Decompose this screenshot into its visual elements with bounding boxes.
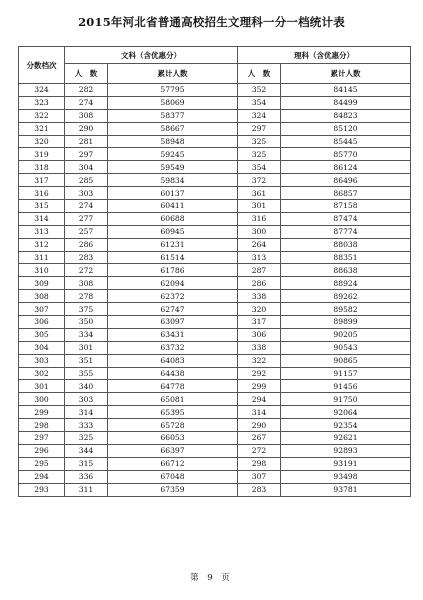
wen-count-cell: 344 (65, 444, 108, 457)
table-row (19, 264, 411, 277)
li-cumulative-cell: 86124 (281, 161, 411, 174)
score-cell: 296 (19, 444, 65, 457)
li-cumulative-cell: 92354 (281, 419, 411, 432)
li-cumulative-cell: 91157 (281, 367, 411, 380)
wen-cumulative-cell: 60137 (108, 187, 238, 200)
table-row (19, 328, 411, 341)
li-count-cell: 301 (238, 200, 281, 213)
wen-cumulative-cell: 66397 (108, 444, 238, 457)
table-row (19, 393, 411, 406)
li-cumulative-cell: 91456 (281, 380, 411, 393)
score-cell: 324 (19, 84, 65, 97)
li-count-cell: 338 (238, 341, 281, 354)
wen-cumulative-cell: 58667 (108, 122, 238, 135)
li-cumulative-cell: 86496 (281, 174, 411, 187)
score-cell: 305 (19, 328, 65, 341)
li-group-header: 理科（含优惠分） (238, 47, 411, 64)
wen-count-cell: 301 (65, 341, 108, 354)
wen-group-header: 文科（含优惠分） (65, 47, 238, 64)
wen-count-cell: 304 (65, 161, 108, 174)
li-cumulative-cell: 92064 (281, 406, 411, 419)
wen-cumulative-cell: 59834 (108, 174, 238, 187)
li-count-cell: 372 (238, 174, 281, 187)
score-cell: 313 (19, 225, 65, 238)
score-cell: 295 (19, 457, 65, 470)
li-count-cell: 314 (238, 406, 281, 419)
wen-count-cell: 308 (65, 109, 108, 122)
table-row (19, 187, 411, 200)
li-count-cell: 338 (238, 290, 281, 303)
wen-cumulative-cell: 64778 (108, 380, 238, 393)
score-cell: 299 (19, 406, 65, 419)
table-row (19, 96, 411, 109)
li-cumulative-cell: 84145 (281, 84, 411, 97)
table-row (19, 470, 411, 483)
wen-cumulative-cell: 59549 (108, 161, 238, 174)
table-row (19, 277, 411, 290)
wen-cumulative-cell: 60688 (108, 212, 238, 225)
score-cell: 323 (19, 96, 65, 109)
wen-cumulative-cell: 60411 (108, 200, 238, 213)
score-table (18, 46, 411, 497)
li-count-cell: 298 (238, 457, 281, 470)
li-count-cell: 300 (238, 225, 281, 238)
li-count-cell: 264 (238, 238, 281, 251)
wen-count-cell: 278 (65, 290, 108, 303)
score-cell: 317 (19, 174, 65, 187)
li-cumulative-cell: 88924 (281, 277, 411, 290)
wen-count-cell: 375 (65, 303, 108, 316)
li-count-cell: 290 (238, 419, 281, 432)
li-cumulative-cell: 87774 (281, 225, 411, 238)
li-cumulative-cell: 88038 (281, 238, 411, 251)
wen-count-cell: 351 (65, 354, 108, 367)
li-cumulative-cell: 93781 (281, 483, 411, 496)
wen-count-cell: 257 (65, 225, 108, 238)
wen-cumulative-cell: 57795 (108, 84, 238, 97)
score-cell: 312 (19, 238, 65, 251)
li-cumulative-cell: 90205 (281, 328, 411, 341)
score-cell: 307 (19, 303, 65, 316)
li-cumulative-cell: 92893 (281, 444, 411, 457)
table-row (19, 290, 411, 303)
table-row (19, 148, 411, 161)
wen-count-cell: 314 (65, 406, 108, 419)
li-count-cell: 316 (238, 212, 281, 225)
wen-cumulative-cell: 58069 (108, 96, 238, 109)
li-cumulative-cell: 87158 (281, 200, 411, 213)
wen-cumulative-cell: 61786 (108, 264, 238, 277)
score-cell: 321 (19, 122, 65, 135)
wen-count-cell: 325 (65, 432, 108, 445)
wen-cumulative-cell: 66712 (108, 457, 238, 470)
score-cell: 310 (19, 264, 65, 277)
li-count-cell: 297 (238, 122, 281, 135)
score-cell: 303 (19, 354, 65, 367)
li-count-cell: 307 (238, 470, 281, 483)
li-cumulative-cell: 90543 (281, 341, 411, 354)
table-row (19, 122, 411, 135)
wen-count-cell: 286 (65, 238, 108, 251)
wen-count-cell: 340 (65, 380, 108, 393)
wen-count-cell: 311 (65, 483, 108, 496)
li-cumulative-cell: 88638 (281, 264, 411, 277)
wen-count-header: 人 数 (65, 64, 108, 84)
wen-count-cell: 333 (65, 419, 108, 432)
table-row (19, 483, 411, 496)
table-row (19, 200, 411, 213)
wen-count-cell: 336 (65, 470, 108, 483)
li-count-cell: 354 (238, 161, 281, 174)
wen-count-cell: 285 (65, 174, 108, 187)
wen-count-cell: 281 (65, 135, 108, 148)
table-row (19, 432, 411, 445)
li-cumulative-cell: 85120 (281, 122, 411, 135)
li-cumulative-cell: 88351 (281, 251, 411, 264)
li-count-cell: 317 (238, 316, 281, 329)
li-cumulative-cell: 92621 (281, 432, 411, 445)
wen-cumulative-header: 累计人数 (108, 64, 238, 84)
score-cell: 306 (19, 316, 65, 329)
wen-cumulative-cell: 60945 (108, 225, 238, 238)
wen-cumulative-cell: 62094 (108, 277, 238, 290)
li-count-cell: 287 (238, 264, 281, 277)
score-cell: 302 (19, 367, 65, 380)
li-cumulative-cell: 89262 (281, 290, 411, 303)
table-row (19, 251, 411, 264)
wen-count-cell: 283 (65, 251, 108, 264)
wen-cumulative-cell: 67359 (108, 483, 238, 496)
table-row (19, 84, 411, 97)
score-cell: 315 (19, 200, 65, 213)
li-cumulative-cell: 85445 (281, 135, 411, 148)
score-cell: 297 (19, 432, 65, 445)
wen-count-cell: 274 (65, 200, 108, 213)
wen-count-cell: 350 (65, 316, 108, 329)
li-cumulative-cell: 89582 (281, 303, 411, 316)
table-row (19, 457, 411, 470)
li-cumulative-cell: 84499 (281, 96, 411, 109)
table-row (19, 212, 411, 225)
wen-count-cell: 303 (65, 187, 108, 200)
wen-cumulative-cell: 58948 (108, 135, 238, 148)
li-cumulative-cell: 84823 (281, 109, 411, 122)
wen-count-cell: 272 (65, 264, 108, 277)
table-row (19, 367, 411, 380)
score-cell: 294 (19, 470, 65, 483)
li-cumulative-cell: 89899 (281, 316, 411, 329)
score-cell: 298 (19, 419, 65, 432)
table-row (19, 174, 411, 187)
wen-count-cell: 308 (65, 277, 108, 290)
table-row (19, 406, 411, 419)
score-cell: 320 (19, 135, 65, 148)
score-header: 分数档次 (19, 47, 65, 84)
table-row (19, 316, 411, 329)
score-cell: 314 (19, 212, 65, 225)
li-count-cell: 354 (238, 96, 281, 109)
table-row (19, 341, 411, 354)
wen-count-cell: 274 (65, 96, 108, 109)
wen-count-cell: 303 (65, 393, 108, 406)
li-cumulative-cell: 90865 (281, 354, 411, 367)
li-count-cell: 292 (238, 367, 281, 380)
table-row (19, 135, 411, 148)
table-row (19, 161, 411, 174)
li-count-cell: 324 (238, 109, 281, 122)
score-cell: 300 (19, 393, 65, 406)
wen-cumulative-cell: 65728 (108, 419, 238, 432)
score-cell: 318 (19, 161, 65, 174)
score-cell: 293 (19, 483, 65, 496)
score-cell: 311 (19, 251, 65, 264)
li-cumulative-cell: 86857 (281, 187, 411, 200)
wen-count-cell: 277 (65, 212, 108, 225)
li-cumulative-cell: 93498 (281, 470, 411, 483)
wen-cumulative-cell: 66053 (108, 432, 238, 445)
li-count-cell: 313 (238, 251, 281, 264)
li-count-cell: 286 (238, 277, 281, 290)
wen-cumulative-cell: 63732 (108, 341, 238, 354)
wen-count-cell: 355 (65, 367, 108, 380)
li-cumulative-cell: 87474 (281, 212, 411, 225)
wen-cumulative-cell: 67048 (108, 470, 238, 483)
wen-cumulative-cell: 64083 (108, 354, 238, 367)
li-count-cell: 322 (238, 354, 281, 367)
wen-cumulative-cell: 61514 (108, 251, 238, 264)
score-cell: 316 (19, 187, 65, 200)
wen-cumulative-cell: 63431 (108, 328, 238, 341)
li-count-cell: 267 (238, 432, 281, 445)
page-title: 2015年河北省普通高校招生文理科一分一档统计表 (78, 15, 345, 29)
li-count-cell: 352 (238, 84, 281, 97)
li-count-cell: 306 (238, 328, 281, 341)
li-count-cell: 361 (238, 187, 281, 200)
score-cell: 319 (19, 148, 65, 161)
li-cumulative-header: 累计人数 (281, 64, 411, 84)
table-row (19, 354, 411, 367)
table-row (19, 303, 411, 316)
score-cell: 309 (19, 277, 65, 290)
score-cell: 322 (19, 109, 65, 122)
wen-cumulative-cell: 58377 (108, 109, 238, 122)
score-cell: 301 (19, 380, 65, 393)
table-row (19, 238, 411, 251)
page-number: 第 9 页 (190, 573, 233, 583)
wen-count-cell: 334 (65, 328, 108, 341)
wen-count-cell: 297 (65, 148, 108, 161)
table-row (19, 225, 411, 238)
li-cumulative-cell: 85770 (281, 148, 411, 161)
li-cumulative-cell: 91750 (281, 393, 411, 406)
table-body (19, 84, 411, 497)
wen-cumulative-cell: 62747 (108, 303, 238, 316)
wen-cumulative-cell: 63097 (108, 316, 238, 329)
wen-cumulative-cell: 65081 (108, 393, 238, 406)
wen-cumulative-cell: 62372 (108, 290, 238, 303)
wen-cumulative-cell: 59245 (108, 148, 238, 161)
li-count-header: 人 数 (238, 64, 281, 84)
table-row (19, 380, 411, 393)
li-count-cell: 325 (238, 148, 281, 161)
li-count-cell: 283 (238, 483, 281, 496)
li-count-cell: 294 (238, 393, 281, 406)
table-row (19, 444, 411, 457)
li-count-cell: 325 (238, 135, 281, 148)
li-count-cell: 320 (238, 303, 281, 316)
table-row (19, 109, 411, 122)
wen-cumulative-cell: 65395 (108, 406, 238, 419)
li-count-cell: 272 (238, 444, 281, 457)
wen-count-cell: 282 (65, 84, 108, 97)
score-cell: 304 (19, 341, 65, 354)
li-cumulative-cell: 93191 (281, 457, 411, 470)
score-cell: 308 (19, 290, 65, 303)
wen-cumulative-cell: 64438 (108, 367, 238, 380)
wen-count-cell: 290 (65, 122, 108, 135)
li-count-cell: 299 (238, 380, 281, 393)
table-row (19, 419, 411, 432)
wen-count-cell: 315 (65, 457, 108, 470)
wen-cumulative-cell: 61231 (108, 238, 238, 251)
